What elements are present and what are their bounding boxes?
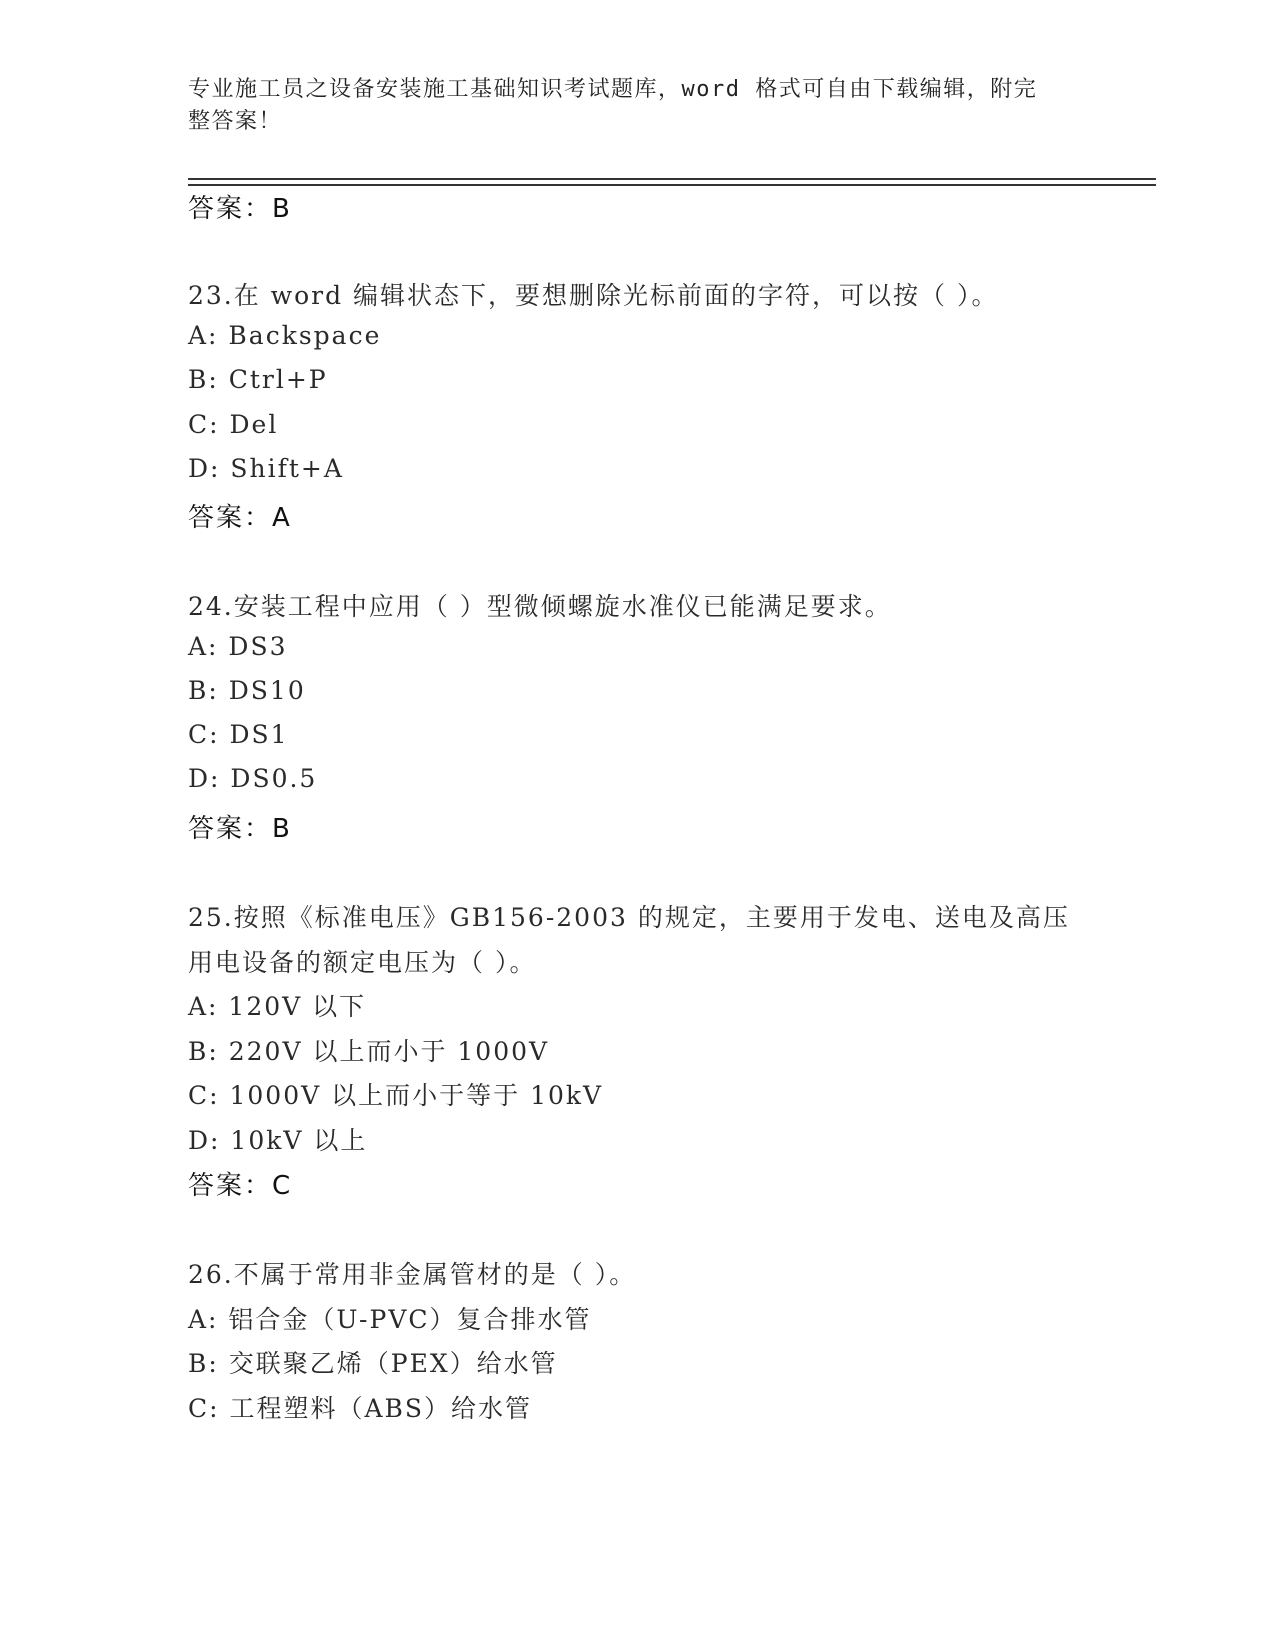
question-25-option-d: D: 10kV 以上 [188,1126,368,1155]
question-26-stem: 26.不属于常用非金属管材的是（ ）。 [188,1260,637,1289]
question-25-option-b: B: 220V 以上而小于 1000V [188,1037,550,1066]
question-24-stem: 24.安装工程中应用（ ）型微倾螺旋水准仪已能满足要求。 [188,592,892,621]
header-divider-top [188,178,1156,180]
question-25-option-a: A: 120V 以下 [188,992,367,1021]
question-24-option-d: D: DS0.5 [188,764,318,793]
question-23-answer: 答案：A [188,503,292,533]
question-24-option-a: A: DS3 [188,632,288,661]
header-divider-bottom [188,184,1156,186]
question-23-option-b: B: Ctrl+P [188,365,328,394]
question-26-option-c: C: 工程塑料（ABS）给水管 [188,1394,533,1423]
question-23-option-c: C: Del [188,410,279,439]
question-25-stem-line-1: 25.按照《标准电压》GB156-2003 的规定，主要用于发电、送电及高压 [188,903,1070,932]
question-26-option-b: B: 交联聚乙烯（PEX）给水管 [188,1349,558,1378]
question-26-option-a: A: 铝合金（U-PVC）复合排水管 [188,1305,592,1334]
question-23-stem: 23.在 word 编辑状态下，要想删除光标前面的字符，可以按（ ）。 [188,281,999,310]
intro-line-2: 整答案！ [188,109,283,134]
question-25-stem-line-2: 用电设备的额定电压为（ ）。 [188,948,537,977]
document-intro [188,74,1088,138]
question-23-option-d: D: Shift+A [188,454,344,483]
answer-previous-question: 答案：B [188,194,292,224]
question-24-answer: 答案：B [188,814,292,844]
question-25-option-c: C: 1000V 以上而小于等于 10kV [188,1081,604,1110]
intro-line-1: 专业施工员之设备安装施工基础知识考试题库，word 格式可自由下载编辑，附完 [188,77,1038,102]
question-25-answer: 答案：C [188,1171,293,1201]
question-24-option-c: C: DS1 [188,720,289,749]
question-23-option-a: A: Backspace [188,321,382,350]
question-24-option-b: B: DS10 [188,676,306,705]
